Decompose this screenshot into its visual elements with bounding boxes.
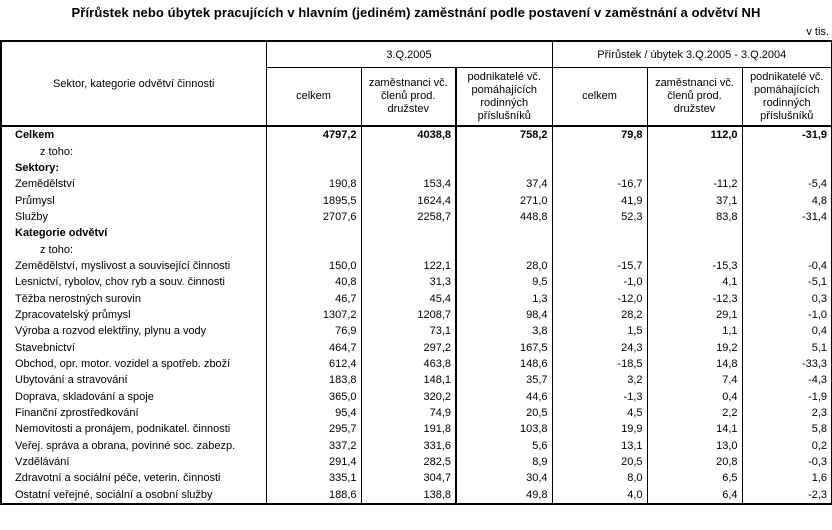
table-body bbox=[1, 126, 832, 504]
value-cell: 304,7 bbox=[361, 470, 456, 486]
value-cell: 28,2 bbox=[552, 307, 647, 323]
value-cell: -5,1 bbox=[742, 274, 832, 290]
value-cell bbox=[361, 160, 456, 176]
unit-note: v tis. bbox=[806, 26, 829, 38]
value-cell: 2707,6 bbox=[266, 209, 361, 225]
value-cell: 122,1 bbox=[361, 258, 456, 274]
value-cell: -31,4 bbox=[742, 209, 832, 225]
value-cell: 28,0 bbox=[456, 258, 552, 274]
value-cell bbox=[266, 225, 361, 241]
page-title: Přírůstek nebo úbytek pracujících v hlavním (jediném) zaměstnání podle postavení v zaměstnání a odvětví NH bbox=[71, 5, 761, 20]
col-header-podnikatele-2: podnikatelé vč. pomáhajících rodinných příslušníků bbox=[742, 68, 832, 127]
value-cell: 103,8 bbox=[456, 421, 552, 437]
table-row bbox=[1, 225, 832, 241]
value-cell: 331,6 bbox=[361, 438, 456, 454]
value-cell: 150,0 bbox=[266, 258, 361, 274]
table-row bbox=[1, 389, 832, 405]
value-cell bbox=[742, 225, 832, 241]
value-cell: 6,5 bbox=[647, 470, 742, 486]
row-label: Služby bbox=[1, 209, 266, 225]
value-cell: 5,8 bbox=[742, 421, 832, 437]
value-cell: 188,6 bbox=[266, 487, 361, 504]
value-cell bbox=[647, 160, 742, 176]
row-label: Nemovitosti a pronájem, podnikatel. činnosti bbox=[1, 421, 266, 437]
value-cell: 153,4 bbox=[361, 176, 456, 192]
table-header bbox=[1, 41, 832, 126]
value-cell: 95,4 bbox=[266, 405, 361, 421]
row-label: Zemědělství, myslivost a související činnosti bbox=[1, 258, 266, 274]
value-cell: -1,3 bbox=[552, 389, 647, 405]
value-cell: 45,4 bbox=[361, 290, 456, 306]
value-cell: -18,5 bbox=[552, 356, 647, 372]
value-cell: 1307,2 bbox=[266, 307, 361, 323]
value-cell: 37,4 bbox=[456, 176, 552, 192]
value-cell bbox=[266, 160, 361, 176]
value-cell bbox=[552, 160, 647, 176]
value-cell: -1,9 bbox=[742, 389, 832, 405]
value-cell: 83,8 bbox=[647, 209, 742, 225]
table-row bbox=[1, 356, 832, 372]
value-cell bbox=[742, 241, 832, 257]
table-row bbox=[1, 258, 832, 274]
col-header-zamestnanci-1: zaměstnanci vč. členů prod. družstev bbox=[361, 68, 456, 127]
value-cell: 6,4 bbox=[647, 487, 742, 504]
value-cell: 5,6 bbox=[456, 438, 552, 454]
table-row bbox=[1, 126, 832, 143]
value-cell: -15,3 bbox=[647, 258, 742, 274]
value-cell: 74,9 bbox=[361, 405, 456, 421]
value-cell: -5,4 bbox=[742, 176, 832, 192]
row-label: Zdravotní a sociální péče, veterin. činnosti bbox=[1, 470, 266, 486]
row-label: Výroba a rozvod elektřiny, plynu a vody bbox=[1, 323, 266, 339]
value-cell: 0,3 bbox=[742, 290, 832, 306]
value-cell: 758,2 bbox=[456, 126, 552, 143]
row-label: z toho: bbox=[1, 143, 266, 159]
value-cell: 448,8 bbox=[456, 209, 552, 225]
value-cell: 35,7 bbox=[456, 372, 552, 388]
value-cell: 46,7 bbox=[266, 290, 361, 306]
col-group-q3-2005: 3.Q.2005 bbox=[266, 41, 552, 68]
table-row bbox=[1, 290, 832, 306]
value-cell: 24,3 bbox=[552, 339, 647, 355]
value-cell: 4,0 bbox=[552, 487, 647, 504]
table-row bbox=[1, 438, 832, 454]
value-cell: -1,0 bbox=[742, 307, 832, 323]
value-cell: 1,1 bbox=[647, 323, 742, 339]
table-row bbox=[1, 307, 832, 323]
row-label: Průmysl bbox=[1, 192, 266, 208]
table-row bbox=[1, 323, 832, 339]
value-cell: -0,3 bbox=[742, 454, 832, 470]
table-row bbox=[1, 209, 832, 225]
value-cell: 0,4 bbox=[742, 323, 832, 339]
value-cell: 52,3 bbox=[552, 209, 647, 225]
table-row bbox=[1, 143, 832, 159]
value-cell: 297,2 bbox=[361, 339, 456, 355]
value-cell: 13,1 bbox=[552, 438, 647, 454]
table-row bbox=[1, 470, 832, 486]
value-cell bbox=[647, 143, 742, 159]
value-cell: 19,2 bbox=[647, 339, 742, 355]
value-cell: 37,1 bbox=[647, 192, 742, 208]
value-cell: -0,4 bbox=[742, 258, 832, 274]
value-cell: 1,3 bbox=[456, 290, 552, 306]
value-cell: 20,5 bbox=[456, 405, 552, 421]
value-cell bbox=[552, 143, 647, 159]
value-cell: 1,5 bbox=[552, 323, 647, 339]
table-row bbox=[1, 454, 832, 470]
value-cell: 295,7 bbox=[266, 421, 361, 437]
value-cell: 1208,7 bbox=[361, 307, 456, 323]
value-cell: 1,6 bbox=[742, 470, 832, 486]
value-cell: 148,6 bbox=[456, 356, 552, 372]
statistics-table bbox=[0, 40, 832, 505]
row-label: Těžba nerostných surovin bbox=[1, 290, 266, 306]
value-cell: 4,5 bbox=[552, 405, 647, 421]
value-cell bbox=[266, 143, 361, 159]
value-cell: 190,8 bbox=[266, 176, 361, 192]
value-cell: 3,2 bbox=[552, 372, 647, 388]
row-label: Vzdělávání bbox=[1, 454, 266, 470]
value-cell: -2,3 bbox=[742, 487, 832, 504]
row-label: Finanční zprostředkování bbox=[1, 405, 266, 421]
value-cell bbox=[456, 143, 552, 159]
value-cell bbox=[456, 160, 552, 176]
value-cell: 19,9 bbox=[552, 421, 647, 437]
table-row bbox=[1, 339, 832, 355]
value-cell: 2,2 bbox=[647, 405, 742, 421]
value-cell bbox=[552, 241, 647, 257]
value-cell: 464,7 bbox=[266, 339, 361, 355]
value-cell: 191,8 bbox=[361, 421, 456, 437]
row-label: Veřej. správa a obrana, povinné soc. zabezp. bbox=[1, 438, 266, 454]
value-cell: 4,8 bbox=[742, 192, 832, 208]
value-cell: 3,8 bbox=[456, 323, 552, 339]
value-cell: 183,8 bbox=[266, 372, 361, 388]
value-cell: 8,0 bbox=[552, 470, 647, 486]
col-header-celkem-2: celkem bbox=[552, 68, 647, 127]
table-row bbox=[1, 372, 832, 388]
value-cell bbox=[456, 225, 552, 241]
value-cell: 148,1 bbox=[361, 372, 456, 388]
value-cell bbox=[361, 143, 456, 159]
value-cell: 4,1 bbox=[647, 274, 742, 290]
value-cell: 4038,8 bbox=[361, 126, 456, 143]
value-cell: -16,7 bbox=[552, 176, 647, 192]
value-cell: 13,0 bbox=[647, 438, 742, 454]
value-cell: 112,0 bbox=[647, 126, 742, 143]
value-cell: 76,9 bbox=[266, 323, 361, 339]
value-cell: 167,5 bbox=[456, 339, 552, 355]
row-label: Celkem bbox=[1, 126, 266, 143]
value-cell: 49,8 bbox=[456, 487, 552, 504]
value-cell: 291,4 bbox=[266, 454, 361, 470]
row-label: Ubytování a stravování bbox=[1, 372, 266, 388]
value-cell: 8,9 bbox=[456, 454, 552, 470]
value-cell: -33,3 bbox=[742, 356, 832, 372]
value-cell: 335,1 bbox=[266, 470, 361, 486]
value-cell: 0,4 bbox=[647, 389, 742, 405]
table-row bbox=[1, 405, 832, 421]
value-cell: 5,1 bbox=[742, 339, 832, 355]
value-cell bbox=[647, 225, 742, 241]
table-row bbox=[1, 176, 832, 192]
value-cell: 463,8 bbox=[361, 356, 456, 372]
row-label: Stavebnictví bbox=[1, 339, 266, 355]
value-cell bbox=[361, 225, 456, 241]
row-label: Doprava, skladování a spoje bbox=[1, 389, 266, 405]
row-label: z toho: bbox=[1, 241, 266, 257]
row-label: Zpracovatelský průmysl bbox=[1, 307, 266, 323]
value-cell bbox=[456, 241, 552, 257]
value-cell: 73,1 bbox=[361, 323, 456, 339]
col-header-sector: Sektor, kategorie odvětví činnosti bbox=[1, 41, 266, 126]
value-cell bbox=[361, 241, 456, 257]
value-cell: 0,2 bbox=[742, 438, 832, 454]
value-cell: 271,0 bbox=[456, 192, 552, 208]
value-cell: 44,6 bbox=[456, 389, 552, 405]
value-cell: -12,0 bbox=[552, 290, 647, 306]
value-cell: 29,1 bbox=[647, 307, 742, 323]
col-header-zamestnanci-2: zaměstnanci vč. členů prod. družstev bbox=[647, 68, 742, 127]
group-header-row bbox=[1, 41, 832, 68]
col-header-podnikatele-1: podnikatelé vč. pomáhajících rodinných příslušníků bbox=[456, 68, 552, 127]
value-cell: 2,3 bbox=[742, 405, 832, 421]
value-cell: 20,8 bbox=[647, 454, 742, 470]
value-cell: 14,8 bbox=[647, 356, 742, 372]
value-cell: 2258,7 bbox=[361, 209, 456, 225]
value-cell: 7,4 bbox=[647, 372, 742, 388]
value-cell: 4797,2 bbox=[266, 126, 361, 143]
col-group-difference: Přírůstek / úbytek 3.Q.2005 - 3.Q.2004 bbox=[552, 41, 832, 68]
value-cell: -12,3 bbox=[647, 290, 742, 306]
value-cell: -11,2 bbox=[647, 176, 742, 192]
value-cell: 40,8 bbox=[266, 274, 361, 290]
value-cell: 365,0 bbox=[266, 389, 361, 405]
value-cell: 1895,5 bbox=[266, 192, 361, 208]
value-cell: 41,9 bbox=[552, 192, 647, 208]
value-cell: 79,8 bbox=[552, 126, 647, 143]
value-cell: 20,5 bbox=[552, 454, 647, 470]
table-row bbox=[1, 160, 832, 176]
col-header-celkem-1: celkem bbox=[266, 68, 361, 127]
value-cell: 98,4 bbox=[456, 307, 552, 323]
value-cell bbox=[266, 241, 361, 257]
value-cell: 30,4 bbox=[456, 470, 552, 486]
row-label: Lesnictví, rybolov, chov ryb a souv. činnosti bbox=[1, 274, 266, 290]
row-label: Obchod, opr. motor. vozidel a spotřeb. zboží bbox=[1, 356, 266, 372]
table-row bbox=[1, 487, 832, 504]
value-cell: 337,2 bbox=[266, 438, 361, 454]
value-cell: -31,9 bbox=[742, 126, 832, 143]
value-cell: 282,5 bbox=[361, 454, 456, 470]
value-cell bbox=[742, 160, 832, 176]
table-row bbox=[1, 192, 832, 208]
value-cell: -4,3 bbox=[742, 372, 832, 388]
table-row bbox=[1, 421, 832, 437]
value-cell: 612,4 bbox=[266, 356, 361, 372]
table-row bbox=[1, 274, 832, 290]
row-label: Ostatní veřejné, sociální a osobní služby bbox=[1, 487, 266, 504]
row-label: Sektory: bbox=[1, 160, 266, 176]
value-cell: 9,5 bbox=[456, 274, 552, 290]
value-cell: 138,8 bbox=[361, 487, 456, 504]
table-row bbox=[1, 241, 832, 257]
value-cell: -1,0 bbox=[552, 274, 647, 290]
row-label: Zemědělství bbox=[1, 176, 266, 192]
value-cell bbox=[552, 225, 647, 241]
value-cell bbox=[647, 241, 742, 257]
value-cell: 320,2 bbox=[361, 389, 456, 405]
value-cell bbox=[742, 143, 832, 159]
value-cell: 1624,4 bbox=[361, 192, 456, 208]
row-label: Kategorie odvětví bbox=[1, 225, 266, 241]
value-cell: -15,7 bbox=[552, 258, 647, 274]
value-cell: 14,1 bbox=[647, 421, 742, 437]
value-cell: 31,3 bbox=[361, 274, 456, 290]
